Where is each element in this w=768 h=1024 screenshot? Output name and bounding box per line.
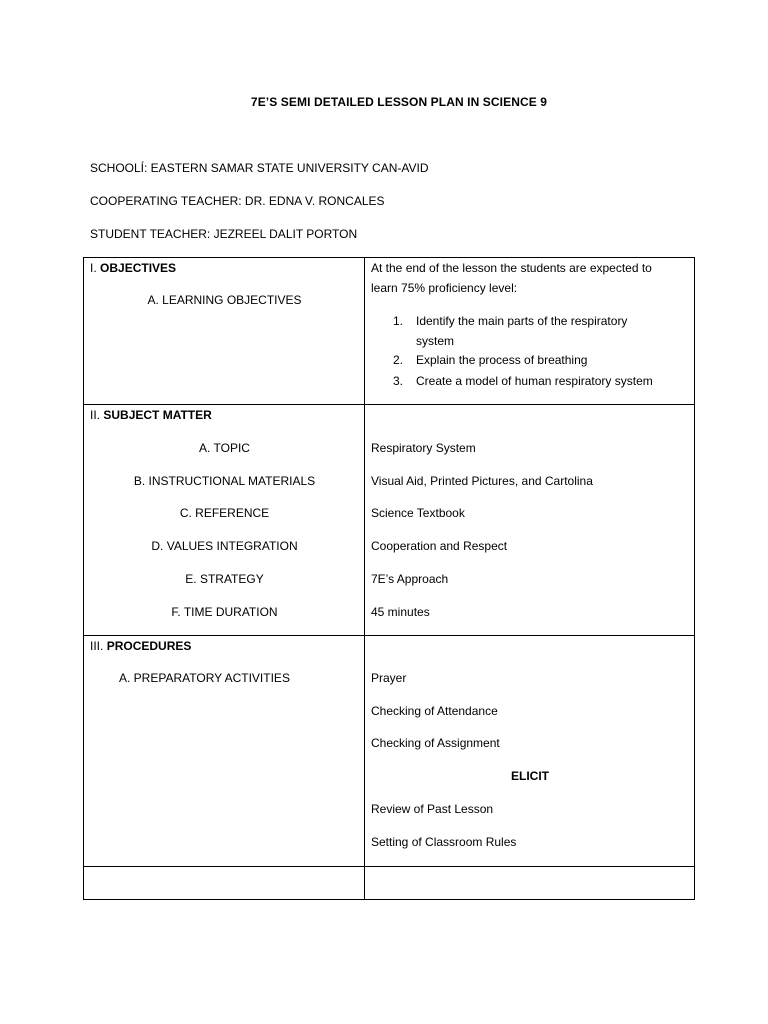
page-title: 7E’S SEMI DETAILED LESSON PLAN IN SCIENCE 9 — [250, 95, 548, 109]
procedures-left-cell — [84, 636, 365, 867]
empty-row — [84, 867, 695, 900]
subject-label-materials: B. INSTRUCTIONAL MATERIALS — [133, 474, 316, 488]
objective-item: Create a model of human respiratory system — [416, 374, 653, 388]
subject-value-strategy: 7E’s Approach — [371, 572, 449, 586]
objective-number: 2. — [393, 353, 404, 367]
objectives-numeral: I. — [90, 261, 97, 275]
procedure-item-assignment: Checking of Assignment — [371, 736, 500, 750]
lesson-plan-table — [83, 257, 695, 900]
objective-item-continuation: system — [416, 334, 455, 348]
subject-label-reference: C. REFERENCE — [179, 506, 270, 520]
objective-number: 1. — [393, 314, 404, 328]
objective-item: Explain the process of breathing — [416, 353, 588, 367]
preparatory-activities-label: A. PREPARATORY ACTIVITIES — [119, 671, 290, 685]
objectives-row — [84, 258, 695, 405]
school-line: SCHOOLÍ: EASTERN SAMAR STATE UNIVERSITY CAN-AVID — [90, 161, 429, 175]
elicit-item-rules: Setting of Classroom Rules — [371, 835, 517, 849]
procedures-heading — [90, 639, 191, 653]
objectives-heading-text: OBJECTIVES — [100, 261, 177, 275]
elicit-item-review: Review of Past Lesson — [371, 802, 494, 816]
objective-item: Identify the main parts of the respiratory — [416, 314, 628, 328]
objective-number: 3. — [393, 374, 404, 388]
subject-label-values: D. VALUES INTEGRATION — [151, 539, 298, 553]
subject-matter-heading-text: SUBJECT MATTER — [103, 408, 212, 422]
subject-value-duration: 45 minutes — [371, 605, 430, 619]
empty-left-cell — [84, 867, 365, 900]
learning-objectives-label: A. LEARNING OBJECTIVES — [147, 293, 302, 307]
objectives-left-cell — [84, 258, 365, 405]
subject-value-reference: Science Textbook — [371, 506, 465, 520]
procedures-heading-text: PROCEDURES — [106, 639, 192, 653]
subject-value-materials: Visual Aid, Printed Pictures, and Cartolina — [371, 474, 593, 488]
procedure-item-prayer: Prayer — [371, 671, 407, 685]
subject-label-duration: F. TIME DURATION — [171, 605, 278, 619]
procedures-numeral: III. — [90, 639, 104, 653]
elicit-heading: ELICIT — [511, 769, 549, 783]
procedures-right-cell — [365, 636, 695, 867]
procedure-item-attendance: Checking of Attendance — [371, 704, 498, 718]
cooperating-teacher-line: COOPERATING TEACHER: DR. EDNA V. RONCALES — [90, 194, 385, 208]
subject-matter-row — [84, 405, 695, 636]
objectives-intro-line1: At the end of the lesson the students are expected to — [371, 261, 652, 275]
procedures-row — [84, 636, 695, 867]
student-teacher-line: STUDENT TEACHER: JEZREEL DALIT PORTON — [90, 227, 358, 241]
empty-right-cell — [365, 867, 695, 900]
objectives-right-cell — [365, 258, 695, 405]
subject-matter-heading — [90, 408, 212, 422]
objectives-heading — [90, 261, 176, 275]
objectives-intro-line2: learn 75% proficiency level: — [371, 281, 518, 295]
subject-label-topic: A. TOPIC — [199, 441, 250, 455]
subject-value-values: Cooperation and Respect — [371, 539, 508, 553]
subject-label-strategy: E. STRATEGY — [185, 572, 264, 586]
subject-matter-left-cell — [84, 405, 365, 636]
subject-matter-right-cell — [365, 405, 695, 636]
subject-matter-numeral: II. — [90, 408, 101, 422]
subject-value-topic: Respiratory System — [371, 441, 476, 455]
